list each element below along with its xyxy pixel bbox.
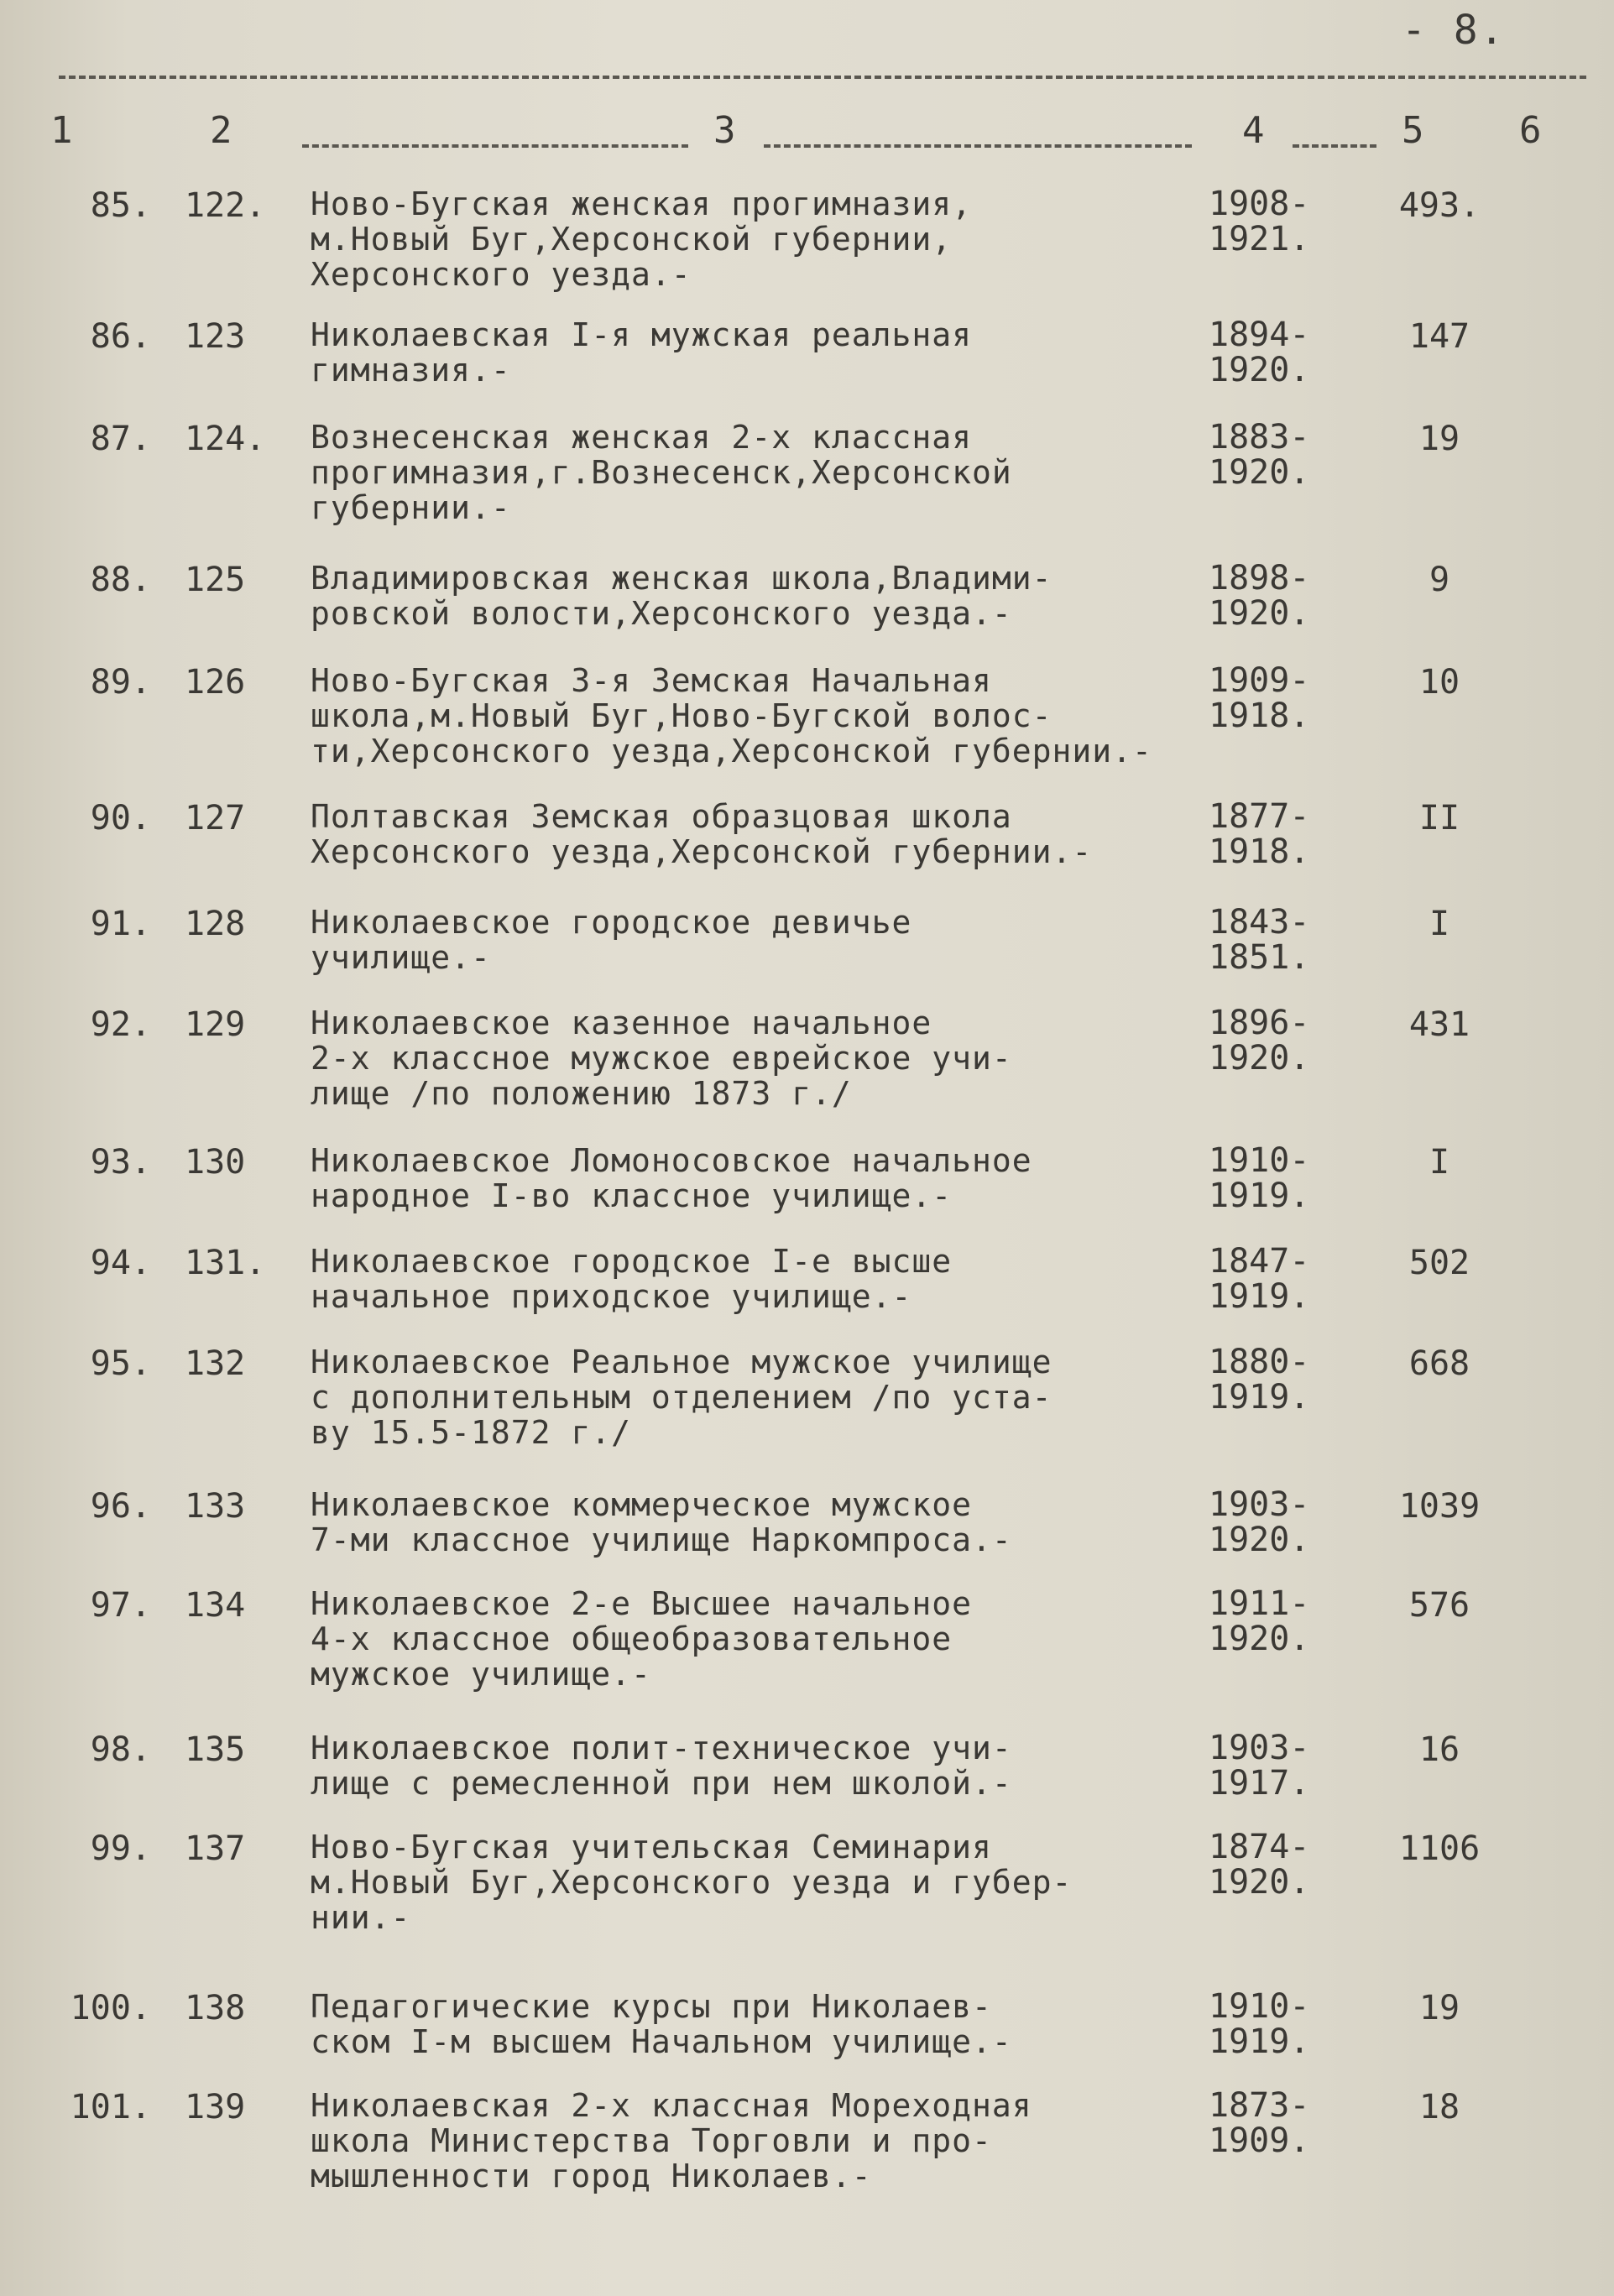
item-count: 668 (1408, 1344, 1470, 1383)
row-number: 98. (90, 1730, 151, 1769)
date-range (1209, 561, 1376, 631)
fund-title: Николаевское городское девичье училище.- (311, 904, 912, 976)
fund-number: 128 (185, 905, 246, 943)
column-header-2: 2 (210, 109, 232, 152)
date-range (1209, 1143, 1376, 1213)
start-year: 1908- (1209, 185, 1310, 223)
fund-number: 133 (185, 1487, 246, 1526)
start-year: 1874- (1209, 1828, 1310, 1866)
fund-title: Владимировская женская школа,Владими- ровской волости,Херсонского уезда.- (311, 560, 1052, 632)
end-year: 1918. (1209, 697, 1310, 735)
start-year: 1903- (1209, 1485, 1310, 1524)
row-number: 101. (70, 2088, 151, 2126)
fund-title: Педагогические курсы при Николаев- ском I-м высшем Начальном училище.- (311, 1988, 1012, 2060)
fund-number: 125 (185, 561, 246, 599)
fund-title: Ново-Бугская 3-я Земская Начальная школа,м.Новый Буг,Ново-Бугской волос- ти,Херсонского уезда,Херсонской губернии.- (311, 662, 1152, 770)
row-number: 87. (90, 420, 151, 458)
date-range (1209, 420, 1376, 490)
start-year: 1883- (1209, 418, 1310, 457)
fund-number: 126 (185, 663, 246, 702)
fund-number: 137 (185, 1829, 246, 1868)
date-range (1209, 663, 1376, 733)
date-range (1209, 1989, 1376, 2059)
item-count: 431 (1408, 1005, 1470, 1044)
start-year: 1909- (1209, 661, 1310, 700)
date-range (1209, 2088, 1376, 2158)
fund-title: Николаевское казенное начальное 2-х классное мужское еврейское учи- лище /по положению 1873 г./ (311, 1004, 1012, 1112)
end-year: 1918. (1209, 832, 1310, 871)
date-range (1209, 1487, 1376, 1558)
end-year: 1919. (1209, 2022, 1310, 2061)
date-range (1209, 1730, 1376, 1801)
start-year: 1877- (1209, 797, 1310, 836)
fund-number: 123 (185, 317, 246, 356)
item-count: 19 (1418, 420, 1460, 458)
end-year: 1917. (1209, 1764, 1310, 1803)
fund-number: 132 (185, 1344, 246, 1383)
fund-title: Николаевская I-я мужская реальная гимназия.- (311, 316, 972, 389)
end-year: 1909. (1209, 2121, 1310, 2160)
start-year: 1873- (1209, 2086, 1310, 2125)
date-range (1209, 186, 1376, 257)
fund-number: 127 (185, 799, 246, 838)
fund-number: 139 (185, 2088, 246, 2126)
item-count: 18 (1418, 2088, 1460, 2126)
start-year: 1847- (1209, 1242, 1310, 1281)
date-range (1209, 1344, 1376, 1415)
fund-title: Николаевское Реальное мужское училище с дополнительным отделением /по уста- ву 15.5-1872 г./ (311, 1344, 1052, 1451)
fund-title: Николаевское городское I-е высше начальное приходское училище.- (311, 1243, 953, 1315)
row-number: 100. (70, 1989, 151, 2027)
item-count: II (1418, 799, 1460, 838)
start-year: 1903- (1209, 1729, 1310, 1767)
date-range (1209, 1829, 1376, 1900)
column-header-4: 4 (1242, 109, 1265, 152)
fund-number: 131. (185, 1244, 266, 1282)
item-count: 16 (1418, 1730, 1460, 1769)
item-count: 1039 (1398, 1487, 1481, 1526)
fund-number: 122. (185, 186, 266, 225)
row-number: 91. (90, 905, 151, 943)
end-year: 1920. (1209, 1863, 1310, 1902)
end-year: 1920. (1209, 1039, 1310, 1078)
fund-title: Ново-Бугская учительская Семинария м.Новый Буг,Херсонского уезда и губер- нии.- (311, 1829, 1073, 1936)
fund-title: Полтавская Земская образцовая школа Херсонского уезда,Херсонской губернии.- (311, 798, 1093, 870)
end-year: 1920. (1209, 453, 1310, 492)
start-year: 1898- (1209, 559, 1310, 597)
end-year: 1919. (1209, 1277, 1310, 1316)
date-range (1209, 1005, 1376, 1076)
item-count: 502 (1408, 1244, 1470, 1282)
row-number: 92. (90, 1005, 151, 1044)
row-number: 85. (90, 186, 151, 225)
row-number: 94. (90, 1244, 151, 1282)
column-header-5: 5 (1402, 109, 1424, 152)
row-number: 86. (90, 317, 151, 356)
fund-number: 124. (185, 420, 266, 458)
fund-number: 134 (185, 1586, 246, 1625)
item-count: 19 (1418, 1989, 1460, 2027)
item-count: I (1429, 905, 1450, 943)
column-header-3: 3 (713, 109, 736, 152)
fund-title: Николаевское полит-техническое учи- лище с ремесленной при нем школой.- (311, 1730, 1012, 1802)
start-year: 1910- (1209, 1987, 1310, 2026)
fund-title: Николаевская 2-х классная Мореходная школа Министерства Торговли и про- мышленности город Николаев.- (311, 2087, 1032, 2194)
column-header-1: 1 (50, 109, 73, 152)
row-number: 97. (90, 1586, 151, 1625)
date-range (1209, 905, 1376, 975)
end-year: 1919. (1209, 1378, 1310, 1417)
row-number: 89. (90, 663, 151, 702)
fund-number: 130 (185, 1143, 246, 1182)
start-year: 1910- (1209, 1141, 1310, 1180)
fund-number: 135 (185, 1730, 246, 1769)
start-year: 1911- (1209, 1584, 1310, 1623)
start-year: 1894- (1209, 316, 1310, 354)
row-number: 96. (90, 1487, 151, 1526)
fund-title: Николаевское коммерческое мужское 7-ми классное училище Наркомпроса.- (311, 1486, 1012, 1558)
row-number: 88. (90, 561, 151, 599)
end-year: 1921. (1209, 220, 1310, 258)
item-count: 1106 (1398, 1829, 1481, 1868)
column-header-6: 6 (1519, 109, 1542, 152)
row-number: 93. (90, 1143, 151, 1182)
date-range (1209, 1244, 1376, 1314)
fund-number: 138 (185, 1989, 246, 2027)
row-number: 90. (90, 799, 151, 838)
row-number: 95. (90, 1344, 151, 1383)
fund-title: Ново-Бугская женская прогимназия, м.Новый Буг,Херсонской губернии, Херсонского уезда.- (311, 185, 972, 293)
date-range (1209, 1586, 1376, 1657)
end-year: 1851. (1209, 938, 1310, 977)
item-count: 493. (1398, 186, 1481, 225)
item-count: 147 (1408, 317, 1470, 356)
row-number: 99. (90, 1829, 151, 1868)
start-year: 1896- (1209, 1004, 1310, 1042)
date-range (1209, 317, 1376, 388)
end-year: 1920. (1209, 1620, 1310, 1658)
start-year: 1880- (1209, 1343, 1310, 1381)
end-year: 1920. (1209, 594, 1310, 633)
fund-title: Николаевское 2-е Высшее начальное 4-х классное общеобразовательное мужское училище.- (311, 1585, 972, 1693)
end-year: 1919. (1209, 1177, 1310, 1215)
fund-title: Вознесенская женская 2-х классная прогимназия,г.Вознесенск,Херсонской губернии.- (311, 419, 1012, 526)
fund-number: 129 (185, 1005, 246, 1044)
item-count: 10 (1418, 663, 1460, 702)
page-number: - 8. (1402, 7, 1506, 54)
end-year: 1920. (1209, 1521, 1310, 1559)
item-count: 9 (1429, 561, 1450, 599)
end-year: 1920. (1209, 351, 1310, 389)
date-range (1209, 799, 1376, 869)
fund-title: Николаевское Ломоносовское начальное народное I-во классное училище.- (311, 1142, 1032, 1214)
start-year: 1843- (1209, 903, 1310, 942)
item-count: 576 (1408, 1586, 1470, 1625)
item-count: I (1429, 1143, 1450, 1182)
